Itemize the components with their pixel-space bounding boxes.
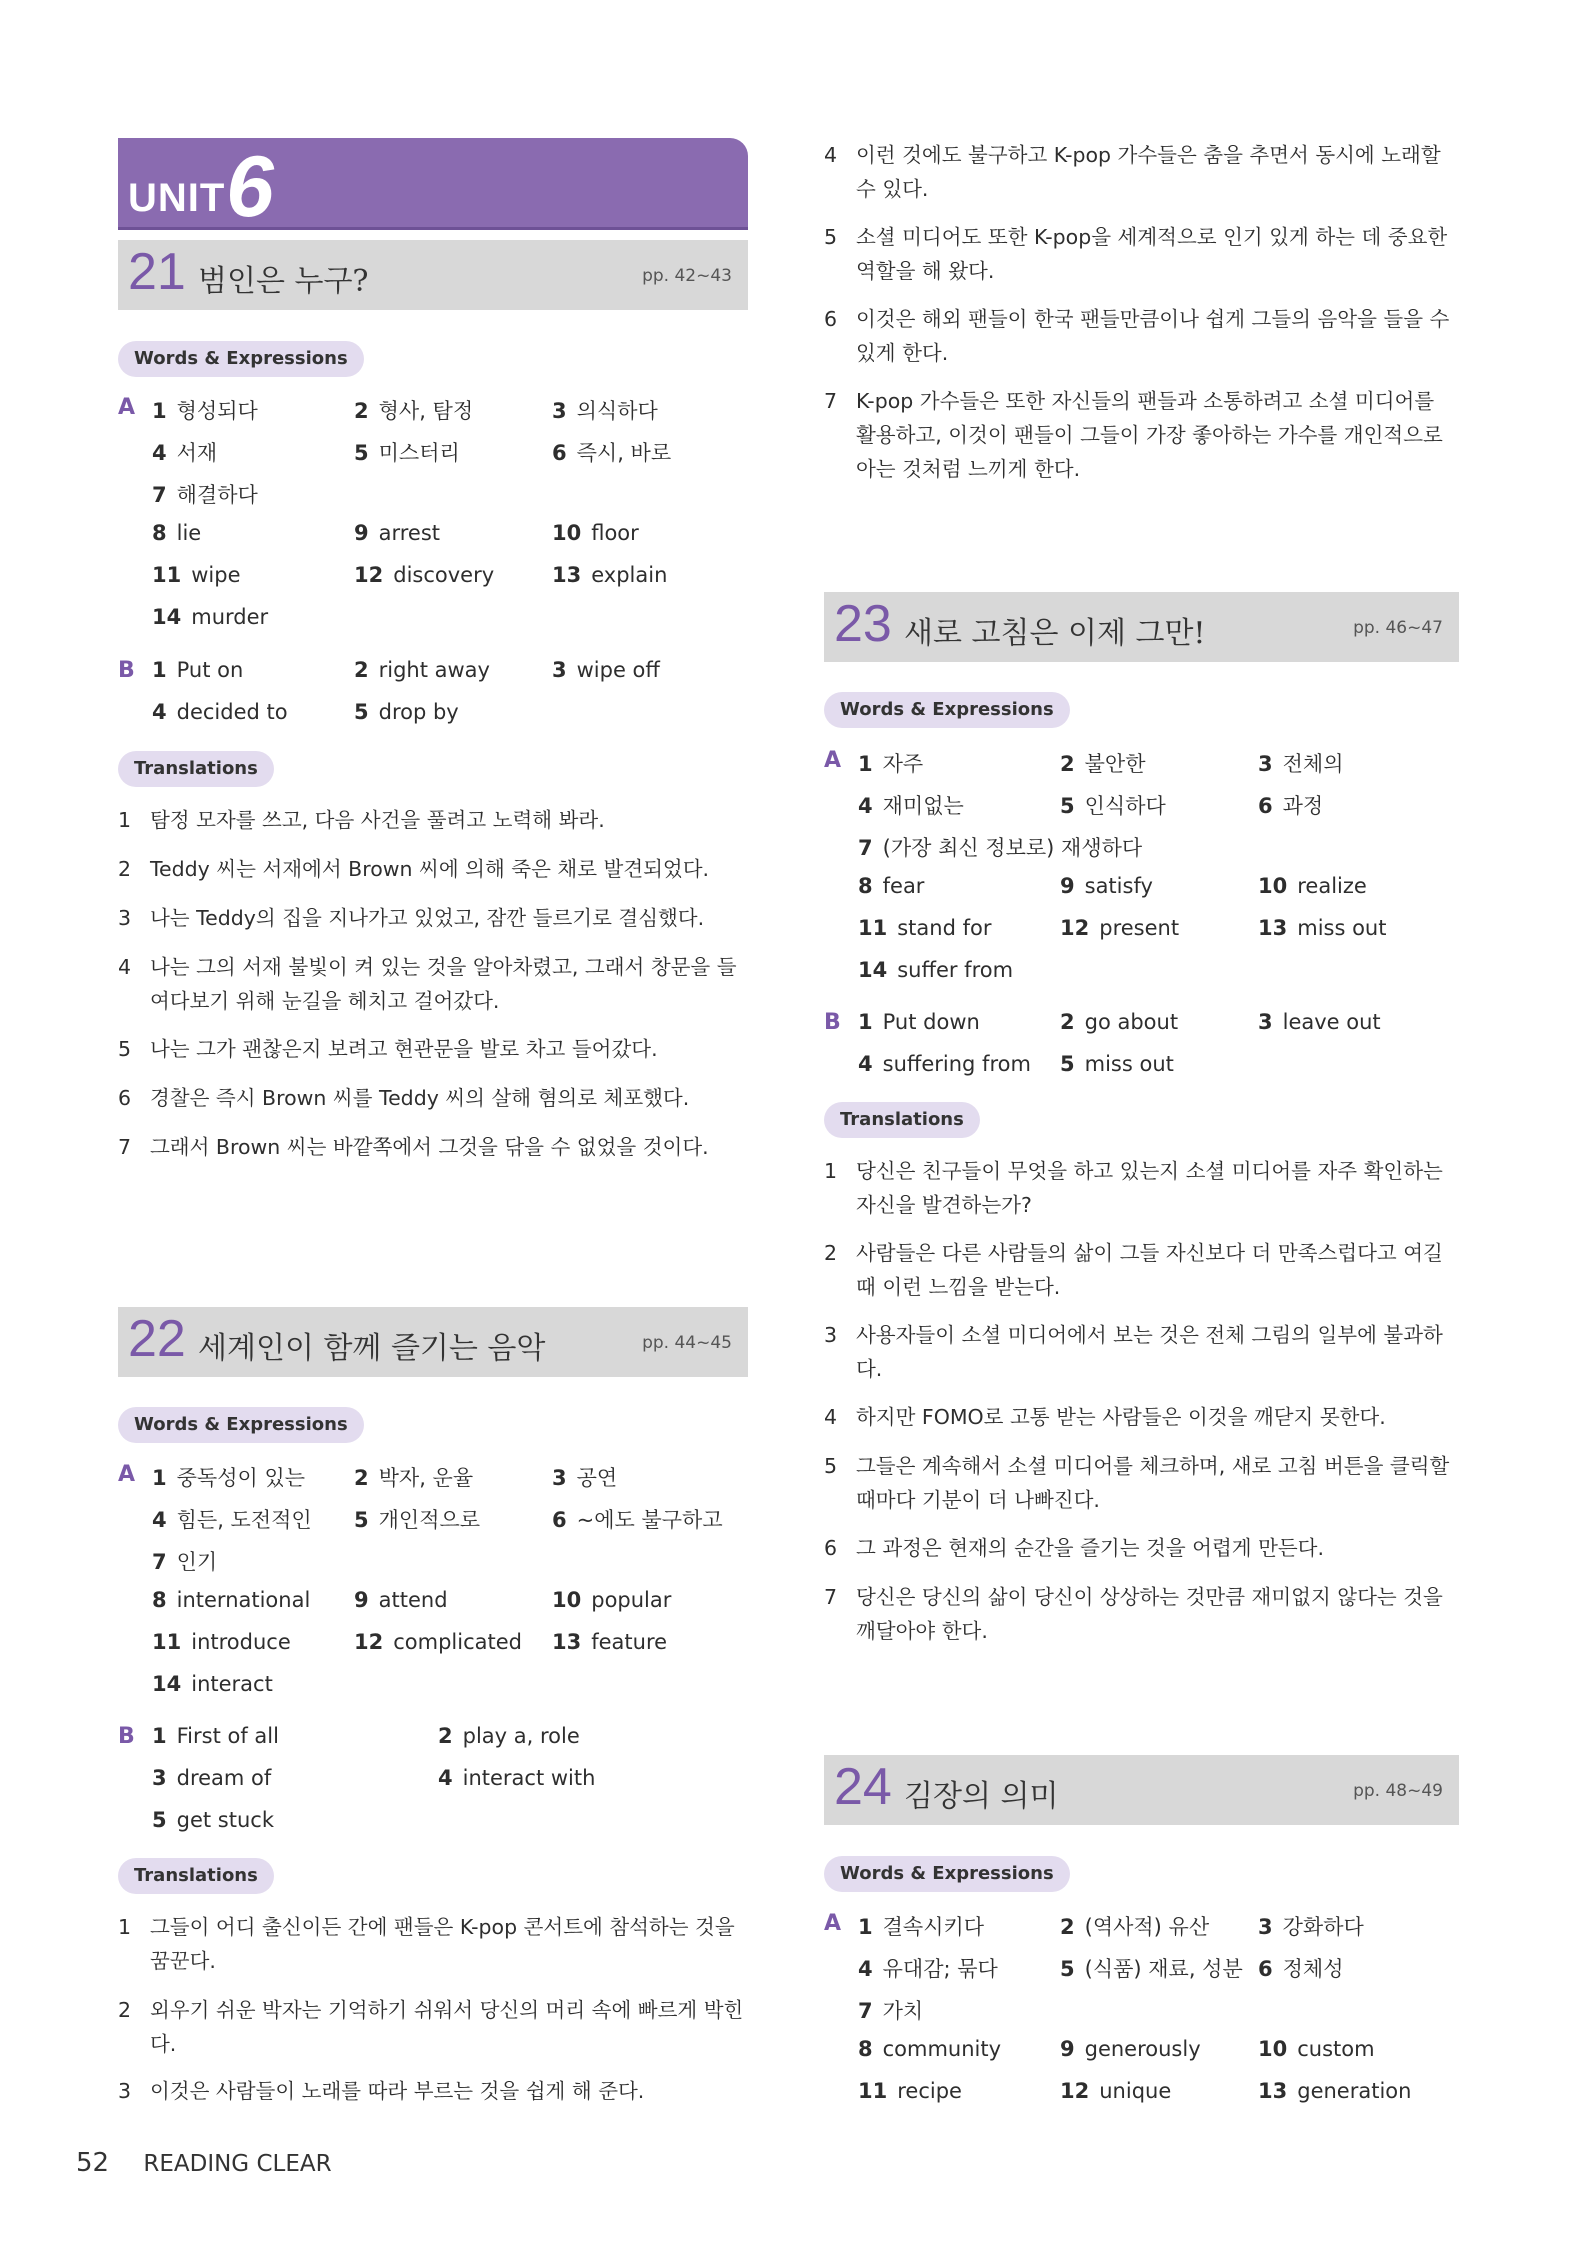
translation-sentence: 4 나는 그의 서재 불빛이 켜 있는 것을 알아차렸고, 그래서 창문을 들여다보기 위해 눈길을 헤치고 걸어갔다. bbox=[118, 955, 737, 1013]
answer-item: 6 즉시, 바로 bbox=[552, 441, 672, 465]
answer-item: 2 right away bbox=[354, 658, 490, 682]
answer-item: 1 형성되다 bbox=[152, 399, 258, 423]
answer-item: 3 전체의 bbox=[1258, 752, 1344, 776]
page-footer bbox=[76, 2148, 332, 2178]
translation-sentence: 2 외우기 쉬운 박자는 기억하기 쉬워서 당신의 머리 속에 빠르게 박힌다. bbox=[118, 1998, 744, 2056]
answer-item: 7 가치 bbox=[858, 1999, 924, 2023]
translation-sentence: 5 나는 그가 괜찮은지 보려고 현관문을 발로 차고 들어갔다. bbox=[118, 1037, 658, 1061]
translation-sentence: 4 이런 것에도 불구하고 K-pop 가수들은 춤을 추면서 동시에 노래할 수 있다. bbox=[824, 143, 1441, 201]
answer-item: 1 결속시키다 bbox=[858, 1915, 985, 1939]
answer-item: 12 unique bbox=[1060, 2079, 1172, 2103]
answer-item: 13 explain bbox=[552, 563, 668, 587]
answer-item: 10 custom bbox=[1258, 2037, 1375, 2061]
lesson-pages: pp. 48~49 bbox=[1353, 1781, 1443, 1801]
book-title: READING CLEAR bbox=[143, 2151, 332, 2177]
lesson-pages: pp. 42~43 bbox=[642, 266, 732, 286]
answer-item: 9 arrest bbox=[354, 521, 441, 545]
answer-item: 5 get stuck bbox=[152, 1808, 274, 1832]
translation-sentence: 1 당신은 친구들이 무엇을 하고 있는지 소셜 미디어를 자주 확인하는 자신을 발견하는가? bbox=[824, 1159, 1443, 1217]
answer-item: 5 drop by bbox=[354, 700, 459, 724]
answer-item: 12 discovery bbox=[354, 563, 495, 587]
answer-item: 12 complicated bbox=[354, 1630, 522, 1654]
answer-item: 10 popular bbox=[552, 1588, 672, 1612]
translation-sentence: 7 그래서 Brown 씨는 바깥쪽에서 그것을 닦을 수 없었을 것이다. bbox=[118, 1135, 709, 1159]
translation-sentence: 6 그 과정은 현재의 순간을 즐기는 것을 어렵게 만든다. bbox=[824, 1536, 1324, 1560]
unit-label: UNIT bbox=[128, 176, 226, 220]
group-a-label: A bbox=[118, 1462, 136, 1487]
words-expressions-label: Words & Expressions bbox=[118, 1407, 364, 1443]
answer-item: 7 (가장 최신 정보로) 재생하다 bbox=[858, 836, 1143, 860]
answer-item: 4 유대감; 묶다 bbox=[858, 1957, 998, 1981]
translations-label: Translations bbox=[118, 751, 274, 787]
lesson-pages: pp. 46~47 bbox=[1353, 618, 1443, 638]
translation-sentence: 3 나는 Teddy의 집을 지나가고 있었고, 잠깐 들르기로 결심했다. bbox=[118, 906, 705, 930]
translation-sentence: 2 사람들은 다른 사람들의 삶이 그들 자신보다 더 만족스럽다고 여길 때 이런 느낌을 받는다. bbox=[824, 1241, 1443, 1299]
translation-sentence: 2 Teddy 씨는 서재에서 Brown 씨에 의해 죽은 채로 발견되었다. bbox=[118, 857, 710, 881]
answer-item: 4 재미없는 bbox=[858, 794, 964, 818]
translation-sentence: 5 그들은 계속해서 소셜 미디어를 체크하며, 새로 고침 버튼을 클릭할 때마다 기분이 더 나빠진다. bbox=[824, 1454, 1450, 1512]
answer-item: 3 의식하다 bbox=[552, 399, 658, 423]
lesson-title: 김장의 의미 bbox=[904, 1779, 1059, 1814]
lesson-24-header bbox=[824, 1755, 1459, 1825]
answer-item: 1 First of all bbox=[152, 1724, 279, 1748]
group-a-label: A bbox=[824, 1911, 842, 1936]
group-a-label: A bbox=[118, 395, 136, 420]
words-expressions-label: Words & Expressions bbox=[824, 692, 1070, 728]
answer-item: 2 play a, role bbox=[438, 1724, 580, 1748]
answer-item: 6 과정 bbox=[1258, 794, 1324, 818]
lesson-number: 24 bbox=[834, 1758, 892, 1816]
words-expressions-label: Words & Expressions bbox=[824, 1856, 1070, 1892]
group-b-label: B bbox=[118, 658, 135, 683]
words-expressions-label: Words & Expressions bbox=[118, 341, 364, 377]
translation-sentence: 4 하지만 FOMO로 고통 받는 사람들은 이것을 깨닫지 못한다. bbox=[824, 1405, 1386, 1429]
answer-item: 3 강화하다 bbox=[1258, 1915, 1364, 1939]
translation-sentence: 7 K-pop 가수들은 또한 자신들의 팬들과 소통하려고 소셜 미디어를 활용하고, 이것이 팬들이 그들이 가장 좋아하는 가수를 개인적으로 아는 것처럼 느끼게 한다. bbox=[824, 389, 1443, 481]
answer-item: 14 murder bbox=[152, 605, 269, 629]
translation-sentence: 3 사용자들이 소셜 미디어에서 보는 것은 전체 그림의 일부에 불과하다. bbox=[824, 1323, 1443, 1381]
answer-item: 5 개인적으로 bbox=[354, 1508, 481, 1532]
answer-item: 2 박자, 운율 bbox=[354, 1466, 474, 1490]
answer-item: 4 서재 bbox=[152, 441, 218, 465]
lesson-number: 22 bbox=[128, 1310, 186, 1368]
answer-item: 8 international bbox=[152, 1588, 311, 1612]
answer-item: 12 present bbox=[1060, 916, 1180, 940]
answer-item: 3 공연 bbox=[552, 1466, 618, 1490]
lesson-22-header bbox=[118, 1307, 748, 1377]
translation-sentence: 3 이것은 사람들이 노래를 따라 부르는 것을 쉽게 해 준다. bbox=[118, 2079, 645, 2103]
group-a-label: A bbox=[824, 748, 842, 773]
lesson-title: 새로 고침은 이제 그만! bbox=[904, 616, 1206, 651]
answer-item: 14 interact bbox=[152, 1672, 273, 1696]
answer-item: 8 community bbox=[858, 2037, 1002, 2061]
lesson-number: 23 bbox=[834, 595, 892, 653]
translation-sentence: 6 이것은 해외 팬들이 한국 팬들만큼이나 쉽게 그들의 음악을 들을 수 있게 한다. bbox=[824, 307, 1450, 365]
answer-item: 1 중독성이 있는 bbox=[152, 1466, 306, 1490]
translation-sentence: 6 경찰은 즉시 Brown 씨를 Teddy 씨의 살해 혐의로 체포했다. bbox=[118, 1086, 690, 1110]
unit-number: 6 bbox=[226, 139, 274, 235]
answer-item: 10 floor bbox=[552, 521, 639, 545]
answer-item: 4 decided to bbox=[152, 700, 288, 724]
translation-sentence: 1 탐정 모자를 쓰고, 다음 사건을 풀려고 노력해 봐라. bbox=[118, 808, 605, 832]
answer-item: 1 자주 bbox=[858, 752, 924, 776]
group-b-label: B bbox=[824, 1010, 841, 1035]
answer-item: 2 (역사적) 유산 bbox=[1060, 1915, 1210, 1939]
lesson-title: 세계인이 함께 즐기는 음악 bbox=[198, 1331, 546, 1366]
translation-sentence: 1 그들이 어디 출신이든 간에 팬들은 K-pop 콘서트에 참석하는 것을 꿈꾼다. bbox=[118, 1915, 735, 1973]
translations-label: Translations bbox=[118, 1858, 274, 1894]
answer-item: 11 recipe bbox=[858, 2079, 962, 2103]
page-number: 52 bbox=[76, 2148, 110, 2178]
lesson-23-header bbox=[824, 592, 1459, 662]
answer-item: 1 Put down bbox=[858, 1010, 980, 1034]
answer-item: 4 interact with bbox=[438, 1766, 596, 1790]
answer-item: 3 wipe off bbox=[552, 658, 660, 682]
answer-item: 6 ~에도 불구하고 bbox=[552, 1508, 723, 1532]
answer-item: 11 introduce bbox=[152, 1630, 291, 1654]
answer-item: 4 suffering from bbox=[858, 1052, 1031, 1076]
answer-item: 10 realize bbox=[1258, 874, 1367, 898]
answer-item: 3 dream of bbox=[152, 1766, 272, 1790]
answer-item: 14 suffer from bbox=[858, 958, 1014, 982]
answer-item: 13 miss out bbox=[1258, 916, 1387, 940]
answer-item: 5 미스터리 bbox=[354, 441, 460, 465]
lesson-title: 범인은 누구? bbox=[198, 264, 369, 299]
answer-item: 3 leave out bbox=[1258, 1010, 1381, 1034]
answer-item: 4 힘든, 도전적인 bbox=[152, 1508, 312, 1532]
answer-item: 8 fear bbox=[858, 874, 925, 898]
group-b-label: B bbox=[118, 1724, 135, 1749]
answer-item: 9 attend bbox=[354, 1588, 448, 1612]
translation-sentence: 5 소셜 미디어도 또한 K-pop을 세계적으로 인기 있게 하는 데 중요한 역할을 해 왔다. bbox=[824, 225, 1448, 283]
translations-label: Translations bbox=[824, 1102, 980, 1138]
answer-item: 2 go about bbox=[1060, 1010, 1179, 1034]
answer-item: 2 형사, 탐정 bbox=[354, 399, 474, 423]
answer-item: 5 (식품) 재료, 성분 bbox=[1060, 1957, 1243, 1981]
answer-item: 8 lie bbox=[152, 521, 202, 545]
unit-banner bbox=[118, 138, 748, 235]
lesson-21-header bbox=[118, 240, 748, 310]
lesson-pages: pp. 44~45 bbox=[642, 1333, 732, 1353]
answer-item: 7 인기 bbox=[152, 1550, 218, 1574]
answer-item: 2 불안한 bbox=[1060, 752, 1146, 776]
answer-item: 1 Put on bbox=[152, 658, 244, 682]
answer-item: 5 인식하다 bbox=[1060, 794, 1166, 818]
lesson-number: 21 bbox=[128, 243, 186, 301]
answer-item: 7 해결하다 bbox=[152, 483, 258, 507]
answer-item: 11 stand for bbox=[858, 916, 992, 940]
translation-sentence: 7 당신은 당신의 삶이 당신이 상상하는 것만큼 재미없지 않다는 것을 깨달아야 한다. bbox=[824, 1585, 1443, 1643]
answer-item: 9 satisfy bbox=[1060, 874, 1153, 898]
answer-item: 11 wipe bbox=[152, 563, 241, 587]
answer-item: 13 feature bbox=[552, 1630, 668, 1654]
answer-item: 5 miss out bbox=[1060, 1052, 1174, 1076]
answer-item: 9 generously bbox=[1060, 2037, 1201, 2061]
answer-item: 13 generation bbox=[1258, 2079, 1412, 2103]
answer-item: 6 정체성 bbox=[1258, 1957, 1344, 1981]
